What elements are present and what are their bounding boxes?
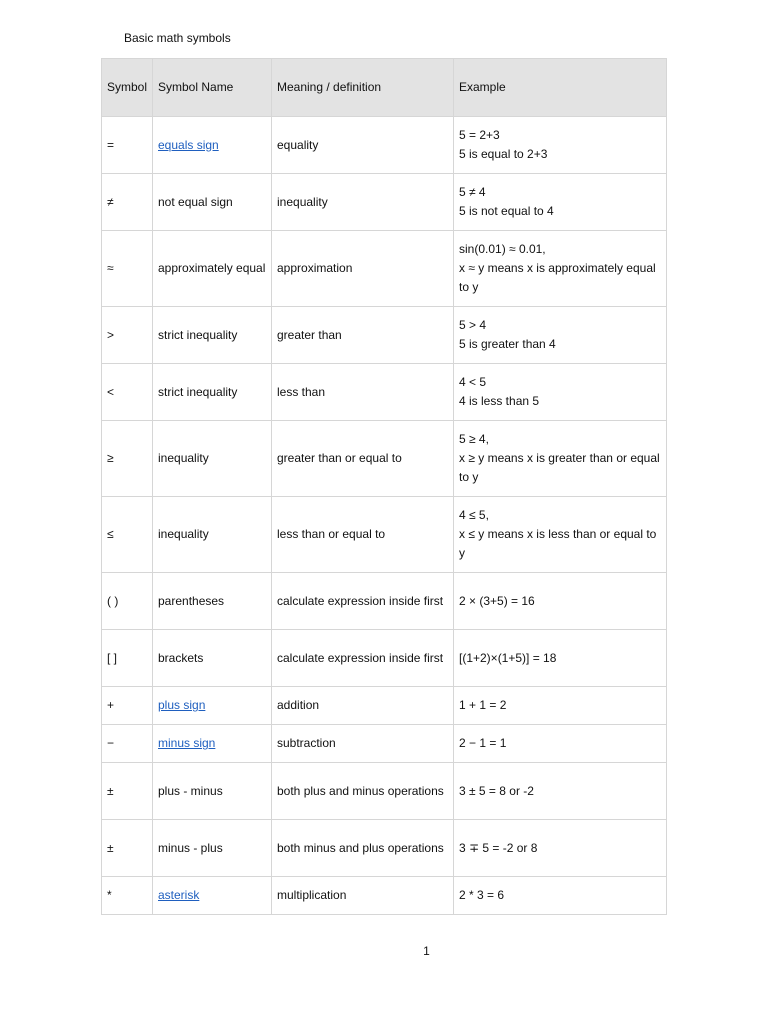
symbol-name-cell: parentheses <box>153 573 272 630</box>
symbol-name-cell <box>153 117 272 174</box>
example-line: x ≤ y means x is less than or equal to y <box>459 527 657 560</box>
symbol-cell: ( ) <box>102 573 153 630</box>
table-row <box>102 421 667 497</box>
table-row <box>102 364 667 421</box>
example-line: 5 ≥ 4, <box>459 432 489 446</box>
example-cell <box>454 231 667 307</box>
meaning-cell: both minus and plus operations <box>272 820 454 877</box>
header-meaning: Meaning / definition <box>272 59 454 117</box>
symbol-cell: = <box>102 117 153 174</box>
symbol-cell: * <box>102 877 153 915</box>
table-row <box>102 231 667 307</box>
example-line: 4 ≤ 5, <box>459 508 489 522</box>
table-row <box>102 725 667 763</box>
meaning-cell: multiplication <box>272 877 454 915</box>
symbol-name-cell <box>153 687 272 725</box>
table-row <box>102 497 667 573</box>
example-line: 1 + 1 = 2 <box>459 698 507 712</box>
symbol-name-cell: approximately equal <box>153 231 272 307</box>
meaning-cell: addition <box>272 687 454 725</box>
example-line: 2 − 1 = 1 <box>459 736 507 750</box>
example-cell <box>454 687 667 725</box>
symbol-cell: ≤ <box>102 497 153 573</box>
symbol-name-link[interactable]: plus sign <box>158 698 206 712</box>
example-line: 5 is not equal to 4 <box>459 204 554 218</box>
meaning-cell: equality <box>272 117 454 174</box>
example-cell <box>454 573 667 630</box>
meaning-cell: subtraction <box>272 725 454 763</box>
example-cell <box>454 307 667 364</box>
meaning-cell: less than or equal to <box>272 497 454 573</box>
symbol-name-cell: minus - plus <box>153 820 272 877</box>
example-cell <box>454 725 667 763</box>
symbol-cell: − <box>102 725 153 763</box>
example-cell <box>454 877 667 915</box>
example-line: 2 × (3+5) = 16 <box>459 593 535 608</box>
meaning-cell: greater than <box>272 307 454 364</box>
symbol-cell: [ ] <box>102 630 153 687</box>
table-body <box>102 117 667 915</box>
symbol-name-cell: plus - minus <box>153 763 272 820</box>
table-row <box>102 117 667 174</box>
symbol-name-cell <box>153 877 272 915</box>
example-cell <box>454 364 667 421</box>
example-cell <box>454 630 667 687</box>
symbol-cell: + <box>102 687 153 725</box>
page-number: 1 <box>423 944 430 958</box>
symbol-name-link[interactable]: asterisk <box>158 888 200 902</box>
example-line: 5 > 4 <box>459 318 487 332</box>
meaning-cell: approximation <box>272 231 454 307</box>
table-row <box>102 630 667 687</box>
example-cell <box>454 763 667 820</box>
symbol-name-link[interactable]: equals sign <box>158 137 219 152</box>
symbol-name-cell <box>153 725 272 763</box>
meaning-cell: greater than or equal to <box>272 421 454 497</box>
symbol-cell: ± <box>102 820 153 877</box>
symbol-name-cell: not equal sign <box>153 174 272 231</box>
example-line: [(1+2)×(1+5)] = 18 <box>459 650 557 665</box>
header-row <box>102 59 667 117</box>
symbol-name-link[interactable]: minus sign <box>158 736 216 750</box>
example-cell <box>454 117 667 174</box>
symbol-name-cell: strict inequality <box>153 307 272 364</box>
header-symbol: Symbol <box>102 59 153 117</box>
symbol-cell: < <box>102 364 153 421</box>
example-line: 5 is greater than 4 <box>459 337 556 351</box>
table-header <box>102 59 667 117</box>
example-line: x ≥ y means x is greater than or equal to y <box>459 451 660 484</box>
meaning-cell: calculate expression inside first <box>272 630 454 687</box>
math-symbols-table <box>101 58 667 915</box>
symbol-cell: ≠ <box>102 174 153 231</box>
symbol-name-cell: strict inequality <box>153 364 272 421</box>
example-line: x ≈ y means x is approximately equal to y <box>459 261 656 294</box>
table-row <box>102 763 667 820</box>
symbol-cell: ± <box>102 763 153 820</box>
meaning-cell: less than <box>272 364 454 421</box>
example-cell <box>454 174 667 231</box>
table-row <box>102 877 667 915</box>
meaning-cell: both plus and minus operations <box>272 763 454 820</box>
example-line: 3 ∓ 5 = -2 or 8 <box>459 840 538 855</box>
table-row <box>102 307 667 364</box>
header-example: Example <box>454 59 667 117</box>
example-line: 5 ≠ 4 <box>459 185 486 199</box>
document-title: Basic math symbols <box>124 31 231 45</box>
example-line: 5 is equal to 2+3 <box>459 147 548 161</box>
example-cell <box>454 497 667 573</box>
symbol-cell: > <box>102 307 153 364</box>
example-cell <box>454 421 667 497</box>
example-cell <box>454 820 667 877</box>
example-line: 4 is less than 5 <box>459 394 540 408</box>
meaning-cell: inequality <box>272 174 454 231</box>
table-row <box>102 573 667 630</box>
table-row <box>102 174 667 231</box>
symbol-name-cell: inequality <box>153 421 272 497</box>
header-symbol-name: Symbol Name <box>153 59 272 117</box>
example-line: sin(0.01) ≈ 0.01, <box>459 242 546 256</box>
table-row <box>102 820 667 877</box>
example-line: 3 ± 5 = 8 or -2 <box>459 783 534 798</box>
example-line: 2 * 3 = 6 <box>459 888 505 902</box>
meaning-cell: calculate expression inside first <box>272 573 454 630</box>
example-line: 5 = 2+3 <box>459 128 500 142</box>
symbol-cell: ≥ <box>102 421 153 497</box>
symbol-cell: ≈ <box>102 231 153 307</box>
symbol-name-cell: inequality <box>153 497 272 573</box>
symbol-name-cell: brackets <box>153 630 272 687</box>
example-line: 4 < 5 <box>459 375 487 389</box>
table-row <box>102 687 667 725</box>
